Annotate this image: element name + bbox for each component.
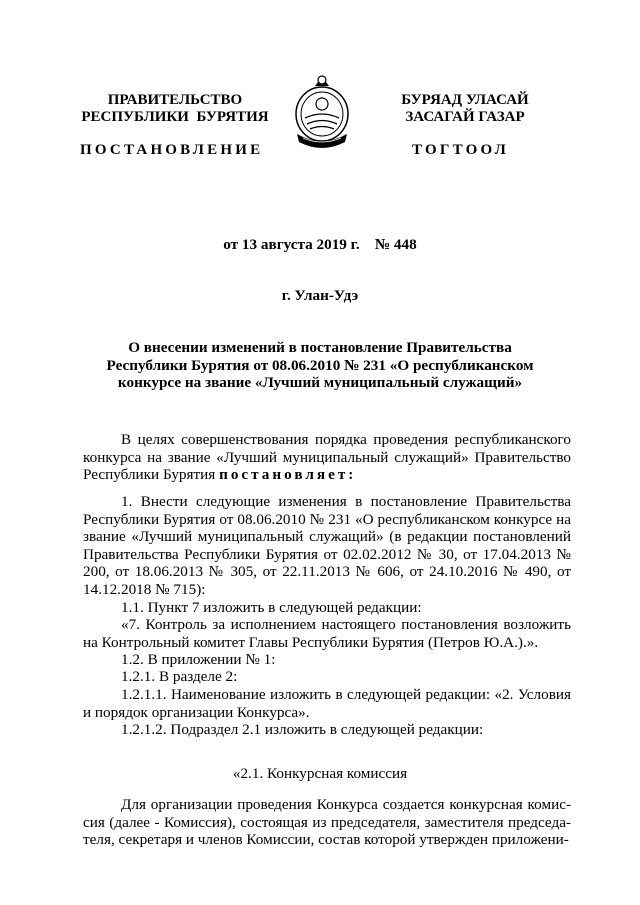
right-header-line1: БУРЯАД УЛАСАЙ: [401, 92, 529, 108]
left-header: [80, 92, 270, 126]
item-1-2-1-1-paragraph: 1.2.1.1. Наименование изложить в следующей редакции: «2. Условия и порядок организации Конкурса».: [83, 686, 571, 721]
subsection-heading: «2.1. Конкурсная комиссия: [232, 765, 408, 782]
item-7-paragraph: «7. Контроль за исполнением настоящего постановления возложить на Контрольный комитет Главы Республики Бурятия (Петров Ю.А.).».: [83, 616, 571, 651]
item-1-1: 1.1. Пункт 7 изложить в следующей редакции:: [121, 599, 422, 616]
document-title: [0, 339, 640, 392]
preamble-text: В целях совершенствования порядка проведения республиканского конкурса на звание «Лучший муниципальный служащий» Правительство Республики Бурятия: [83, 431, 571, 484]
right-document-type: ТОГТООЛ: [412, 142, 509, 158]
item-1-2-1-2: 1.2.1.2. Подраздел 2.1 изложить в следующей редакции:: [121, 721, 484, 738]
date-number-line: от 13 августа 2019 г. № 448: [223, 236, 417, 253]
right-header: [380, 92, 550, 126]
left-header-line1: ПРАВИТЕЛЬСТВО: [107, 92, 243, 108]
item-1-paragraph: 1. Внести следующие изменения в постановление Правительства Республики Бурятия от 08.06.2010 № 231 «О республиканском конкурсе на звание «Лучший муниципальный служащий» (в редакции постановлений Правительства Республики Бурятия от 02.02.2012 № 30, от 17.04.2013 № 200, от 18.06.2013 № 305, от 22.11.2013 № 606, от 24.10.2016 № 490, от 14.12.2018 № 715):: [83, 493, 571, 598]
commission-paragraph: Для организации проведения Конкурса создается конкурсная комис-сия (далее - Комиссия), состоящая из председателя, заместителя председа-теля, секретаря и членов Комиссии, состав которой утвержден приложени-: [83, 796, 571, 849]
title-line2: Республики Бурятия от 08.06.2010 № 231 «О республиканском: [106, 356, 534, 374]
left-header-line2: РЕСПУБЛИКИ БУРЯТИЯ: [81, 109, 269, 125]
coat-of-arms-emblem: [291, 72, 353, 152]
preamble-verb: постановляет:: [219, 466, 357, 484]
item-1-2: 1.2. В приложении № 1:: [121, 651, 276, 668]
preamble-paragraph: [83, 431, 571, 484]
city-line: г. Улан-Удэ: [281, 287, 359, 304]
title-line1: О внесении изменений в постановление Правительства: [128, 339, 512, 356]
item-1-2-1: 1.2.1. В разделе 2:: [121, 668, 238, 685]
title-line3: конкурсе на звание «Лучший муниципальный служащий»: [117, 374, 523, 392]
left-document-type: ПОСТАНОВЛЕНИЕ: [80, 142, 264, 158]
right-header-line2: ЗАСАГАЙ ГАЗАР: [405, 109, 525, 125]
